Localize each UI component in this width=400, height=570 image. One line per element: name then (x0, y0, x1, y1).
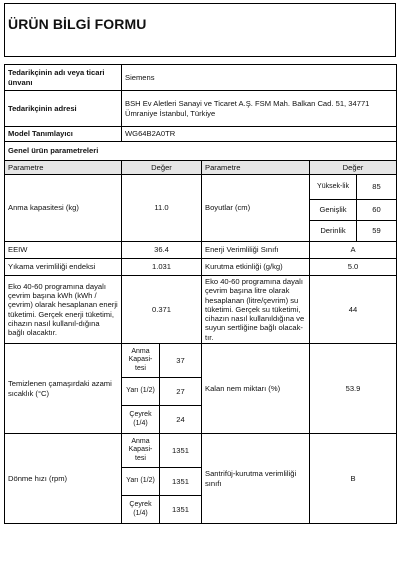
energy-consumption-value: 0.371 (122, 276, 202, 344)
height-label: Yüksek-lik (310, 175, 357, 200)
energy-consumption-label: Eko 40-60 programına dayalı çevrim başına kWh (kWh / çevrim) olarak hesaplanan enerji tüketimi. Gerçek enerji tüketimi, cihazın nasıl kullanıl-dığına bağlı olacaktır. (5, 276, 122, 344)
energy-class-label: Enerji Verimliliği Sınıfı (202, 242, 310, 259)
model-label: Model Tanımlayıcı (5, 127, 122, 142)
spin-speed-label: Dönme hızı (rpm) (5, 434, 122, 524)
spin-half-value: 1351 (160, 468, 202, 496)
supplier-address-value: BSH Ev Aletleri Sanayi ve Ticaret A.Ş. FSM Mah. Balkan Cad. 51, 34771 Ümraniye İstanbul, Türkiye (122, 91, 397, 127)
temp-half-label: Yarı (1/2) (122, 378, 160, 406)
washing-index-value: 1.031 (122, 259, 202, 276)
header-value-left: Değer (122, 161, 202, 175)
spin-class-label: Santrifüj-kurutma verimliliği sınıfı (202, 434, 310, 524)
eeiw-label: EEIW (5, 242, 122, 259)
supplier-address-label: Tedarikçinin adresi (5, 91, 122, 127)
spin-rated-row (5, 434, 397, 468)
depth-value: 59 (357, 221, 397, 242)
temp-rated-label: Anma Kapasi-tesi (122, 344, 160, 378)
page-title: ÜRÜN BİLGİ FORMU (8, 16, 147, 32)
drying-value: 5.0 (310, 259, 397, 276)
header-param-right: Parametre (202, 161, 310, 175)
energy-class-value: A (310, 242, 397, 259)
eeiw-row (5, 242, 397, 259)
header-row (5, 161, 397, 175)
spin-rated-value: 1351 (160, 434, 202, 468)
spin-quarter-label: Çeyrek (1/4) (122, 496, 160, 524)
temp-rated-row (5, 344, 397, 378)
section-title: Genel ürün parametreleri (5, 142, 397, 161)
supplier-name-label: Tedarikçinin adı veya ticari ünvanı (5, 65, 122, 91)
drying-label: Kurutma etkinliği (g/kg) (202, 259, 310, 276)
washing-row (5, 259, 397, 276)
width-label: Genişlik (310, 200, 357, 221)
dimensions-label: Boyutlar (cm) (202, 175, 310, 242)
temp-quarter-label: Çeyrek (1/4) (122, 406, 160, 434)
capacity-row (5, 175, 397, 200)
water-consumption-value: 44 (310, 276, 397, 344)
spin-rated-label: Anma Kapasi-tesi (122, 434, 160, 468)
header-value-right: Değer (310, 161, 397, 175)
water-consumption-label: Eko 40-60 programına dayalı çevrim başına litre olarak hesaplanan (litre/çevrim) su tüketimi. Gerçek su tüketimi, cihazın nasıl kullanıldığına ve suyun sertliğine bağlı olacak-tır. (202, 276, 310, 344)
temp-rated-value: 37 (160, 344, 202, 378)
consumption-row (5, 276, 397, 344)
height-value: 85 (357, 175, 397, 200)
spin-half-label: Yarı (1/2) (122, 468, 160, 496)
depth-label: Derinlik (310, 221, 357, 242)
max-temp-label: Temizlenen çamaşırdaki azami sıcaklık (°C) (5, 344, 122, 434)
supplier-table (4, 64, 397, 142)
title-box (4, 3, 396, 57)
spin-class-value: B (310, 434, 397, 524)
temp-half-value: 27 (160, 378, 202, 406)
eeiw-value: 36.4 (122, 242, 202, 259)
supplier-name-value: Siemens (122, 65, 397, 91)
model-value: WG64B2A0TR (122, 127, 397, 142)
header-param-left: Parametre (5, 161, 122, 175)
section-title-row (5, 142, 397, 161)
capacity-label: Anma kapasitesi (kg) (5, 175, 122, 242)
supplier-address-row (5, 91, 397, 127)
moisture-value: 53.9 (310, 344, 397, 434)
width-value: 60 (357, 200, 397, 221)
washing-index-label: Yıkama verimliliği endeksi (5, 259, 122, 276)
temp-quarter-value: 24 (160, 406, 202, 434)
model-row (5, 127, 397, 142)
moisture-label: Kalan nem miktarı (%) (202, 344, 310, 434)
supplier-name-row (5, 65, 397, 91)
parameters-table (4, 141, 397, 524)
spin-quarter-value: 1351 (160, 496, 202, 524)
capacity-value: 11.0 (122, 175, 202, 242)
